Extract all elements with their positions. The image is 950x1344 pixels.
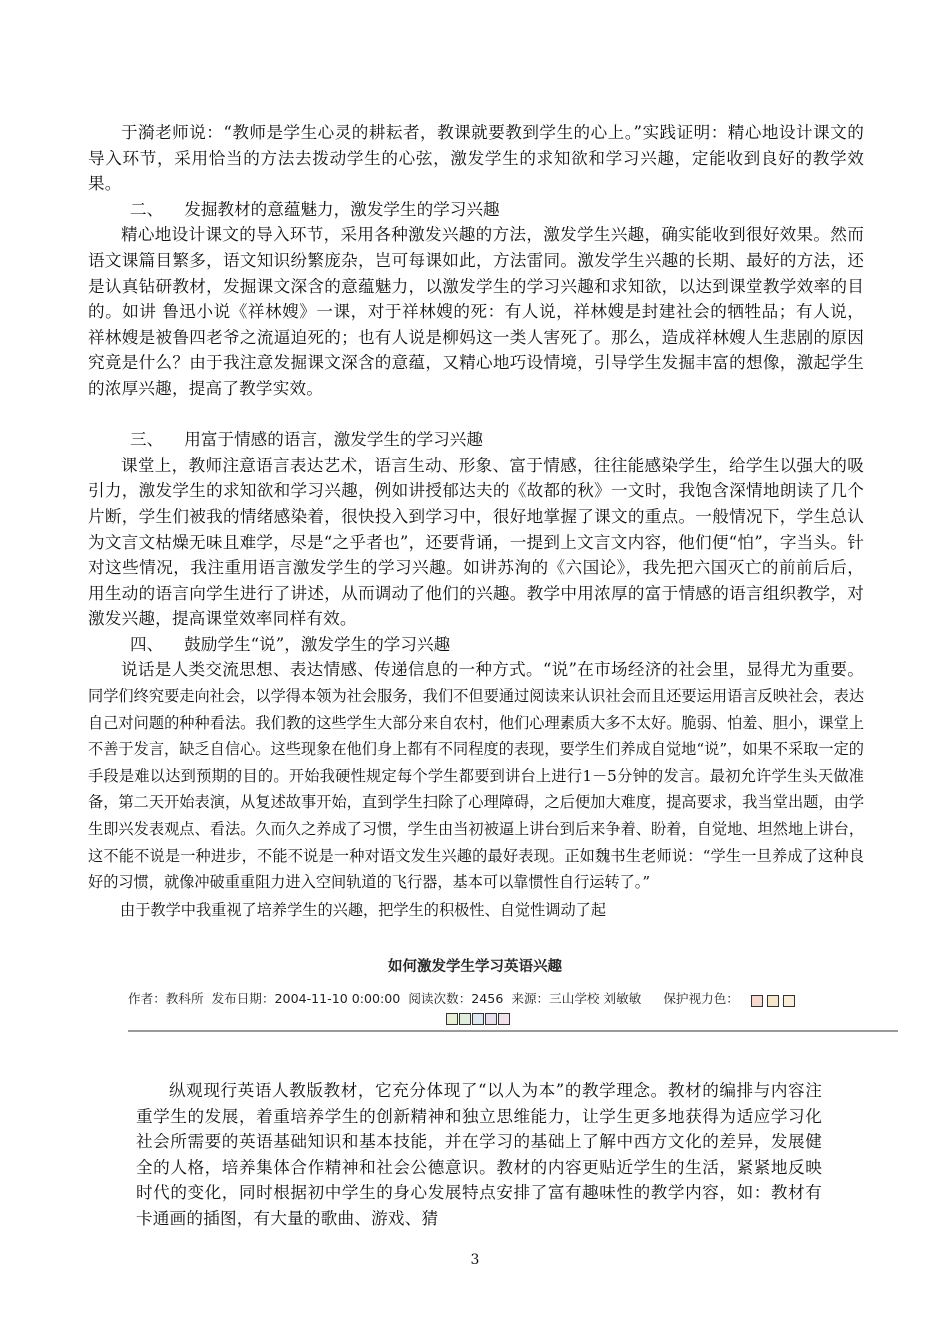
heading-three: 三、 用富于情感的语言，激发学生的学习兴趣 (130, 430, 483, 450)
paragraph-intro-conclusion: 于漪老师说：“教师是学生心灵的耕耘者，教课就要教到学生的心上。”实践证明：精心地设计课文的导入环节，采用恰当的方法去拨动学生的心弦，激发学生的求知欲和学习兴趣，定能收到良好的教学效果。 (88, 123, 864, 194)
blank-line (88, 402, 864, 428)
page-number: 3 (470, 1252, 480, 1268)
paragraph-four (88, 657, 864, 895)
article-body (136, 1078, 822, 1232)
color-swatch[interactable] (459, 1013, 471, 1025)
eye-color-swatches-row1 (751, 992, 799, 1007)
eye-color-swatches-row2 (446, 1008, 511, 1027)
meta-reads: 阅读次数：2456 (408, 991, 504, 1006)
color-swatch[interactable] (485, 1013, 497, 1025)
paragraph-two: 精心地设计课文的导入环节，采用各种激发兴趣的方法，激发学生兴趣，确实能收到很好效果。然而语文课篇目繁多，语文知识纷繁庞杂，岂可每课如此，方法雷同。激发学生兴趣的长期、最好的方法，还是认真钻研教材，发掘课文深含的意蕴魅力，以激发学生的学习兴趣和求知欲，以达到课堂教学效率的目的。如讲 鲁迅小说《祥林嫂》一课，对于祥林嫂的死：有人说，祥林嫂是封建社会的牺牲品；有人说，祥林嫂是被鲁四老爷之流逼迫死的；也有人说是柳妈这一类人害死了。那么，造成祥林嫂人生悲剧的原因究竟是什么？由于我注意发掘课文深含的意蕴，又精心地巧设情境，引导学生发掘丰富的想像，激起学生的浓厚兴趣，提高了教学实效。 (88, 225, 864, 398)
article-meta (128, 988, 848, 1007)
heading-two: 二、 发掘教材的意蕴魅力，激发学生的学习兴趣 (130, 199, 500, 219)
paragraph-four-part-b: 同学们终究要走向社会，以学得本领为社会服务，我们不但要通过阅读来认识社会而且还要运用语言反映社会，表达自己对问题的种种看法。我们教的这些学生大部分来自农村，他们心理素质大多不太好。脆弱、怕羞、胆小，课堂上不善于发言，缺乏自信心。这些现象在他们身上都有不同程度的表现，要学生们养成自觉地“说”，如果不采取一定的手段是难以达到预期的目的。开始我硬性规定每个学生都要到讲台上进行1－5分钟的发言。最初允许学生头天做准备，第二天开始表演，从复述故事开始，直到学生扫除了心理障碍，之后便加大难度，提高要求，我当堂出题，由学生即兴发表观点、看法。久而久之养成了习惯，学生由当初被逼上讲台到后来争着、盼着，自觉地、坦然地上讲台，这不能不说是一种进步，不能不说是一种对语文发生兴趣的最好表现。 (88, 687, 864, 865)
color-swatch[interactable] (751, 995, 763, 1007)
essay-section (88, 120, 864, 923)
article-title: 如何激发学生学习英语兴趣 (388, 959, 562, 975)
color-swatch[interactable] (446, 1013, 458, 1025)
meta-date: 发布日期：2004-11-10 0:00:00 (211, 991, 401, 1006)
paragraph-four-part-a: 说话是人类交流思想、表达情感、传递信息的一种方式。“说”在市场经济的社会里，显得尤为重要。 (121, 660, 864, 680)
paragraph-four-part-c: 正如魏书生老师说：“学生一旦养成了这种良好的习惯，就像冲破重重阻力进入空间轨道的飞行器，基本可以靠惯性自行运转了。” (88, 846, 865, 892)
article-paragraph: 纵观现行英语人教版教材，它充分体现了“以人为本”的教学理念。教材的编排与内容注重学生的发展，着重培养学生的创新精神和独立思维能力，让学生更多地获得为适应学习化社会所需要的英语基础知识和基本技能，并在学习的基础上了解中西方文化的差异，发展健全的人格，培养集体合作精神和社会公德意识。教材的内容更贴近学生的生活，紧紧地反映时代的变化，同时根据初中学生的身心发展特点安排了富有趣味性的教学内容，如：教材有卡通画的插图，有大量的歌曲、游戏、猜 (136, 1081, 822, 1228)
meta-author: 作者：教科所 (128, 991, 204, 1006)
color-swatch[interactable] (767, 995, 779, 1007)
color-swatch[interactable] (472, 1013, 484, 1025)
paragraph-continuation: 由于教学中我重视了培养学生的兴趣，把学生的积极性、自觉性调动了起 (120, 900, 606, 919)
heading-four: 四、 鼓励学生“说”，激发学生的学习兴趣 (130, 634, 451, 654)
color-swatch[interactable] (783, 995, 795, 1007)
horizontal-rule (128, 1030, 898, 1032)
meta-source: 来源：三山学校 刘敏敏 (511, 991, 642, 1006)
meta-eye-color-label: 保护视力色： (663, 991, 739, 1006)
paragraph-three: 课堂上，教师注意语言表达艺术，语言生动、形象、富于情感，往往能感染学生，给学生以强大的吸引力，激发学生的求知欲和学习兴趣，例如讲授郁达夫的《故都的秋》一文时，我饱含深情地朗读了几个片断，学生们被我的情绪感染着，很快投入到学习中，很好地掌握了课文的重点。一般情况下，学生总认为文言文枯燥无味且难学，尽是“之乎者也”，还要背诵，一提到上文言文内容，他们便“怕”，字当头。针对这些情况，我注重用语言激发学生的学习兴趣。如讲苏洵的《六国论》，我先把六国灭亡的前前后后，用生动的语言向学生进行了讲述，从而调动了他们的兴趣。教学中用浓厚的富于情感的语言组织教学，对激发兴趣，提高课堂效率同样有效。 (88, 455, 864, 629)
color-swatch[interactable] (498, 1013, 510, 1025)
